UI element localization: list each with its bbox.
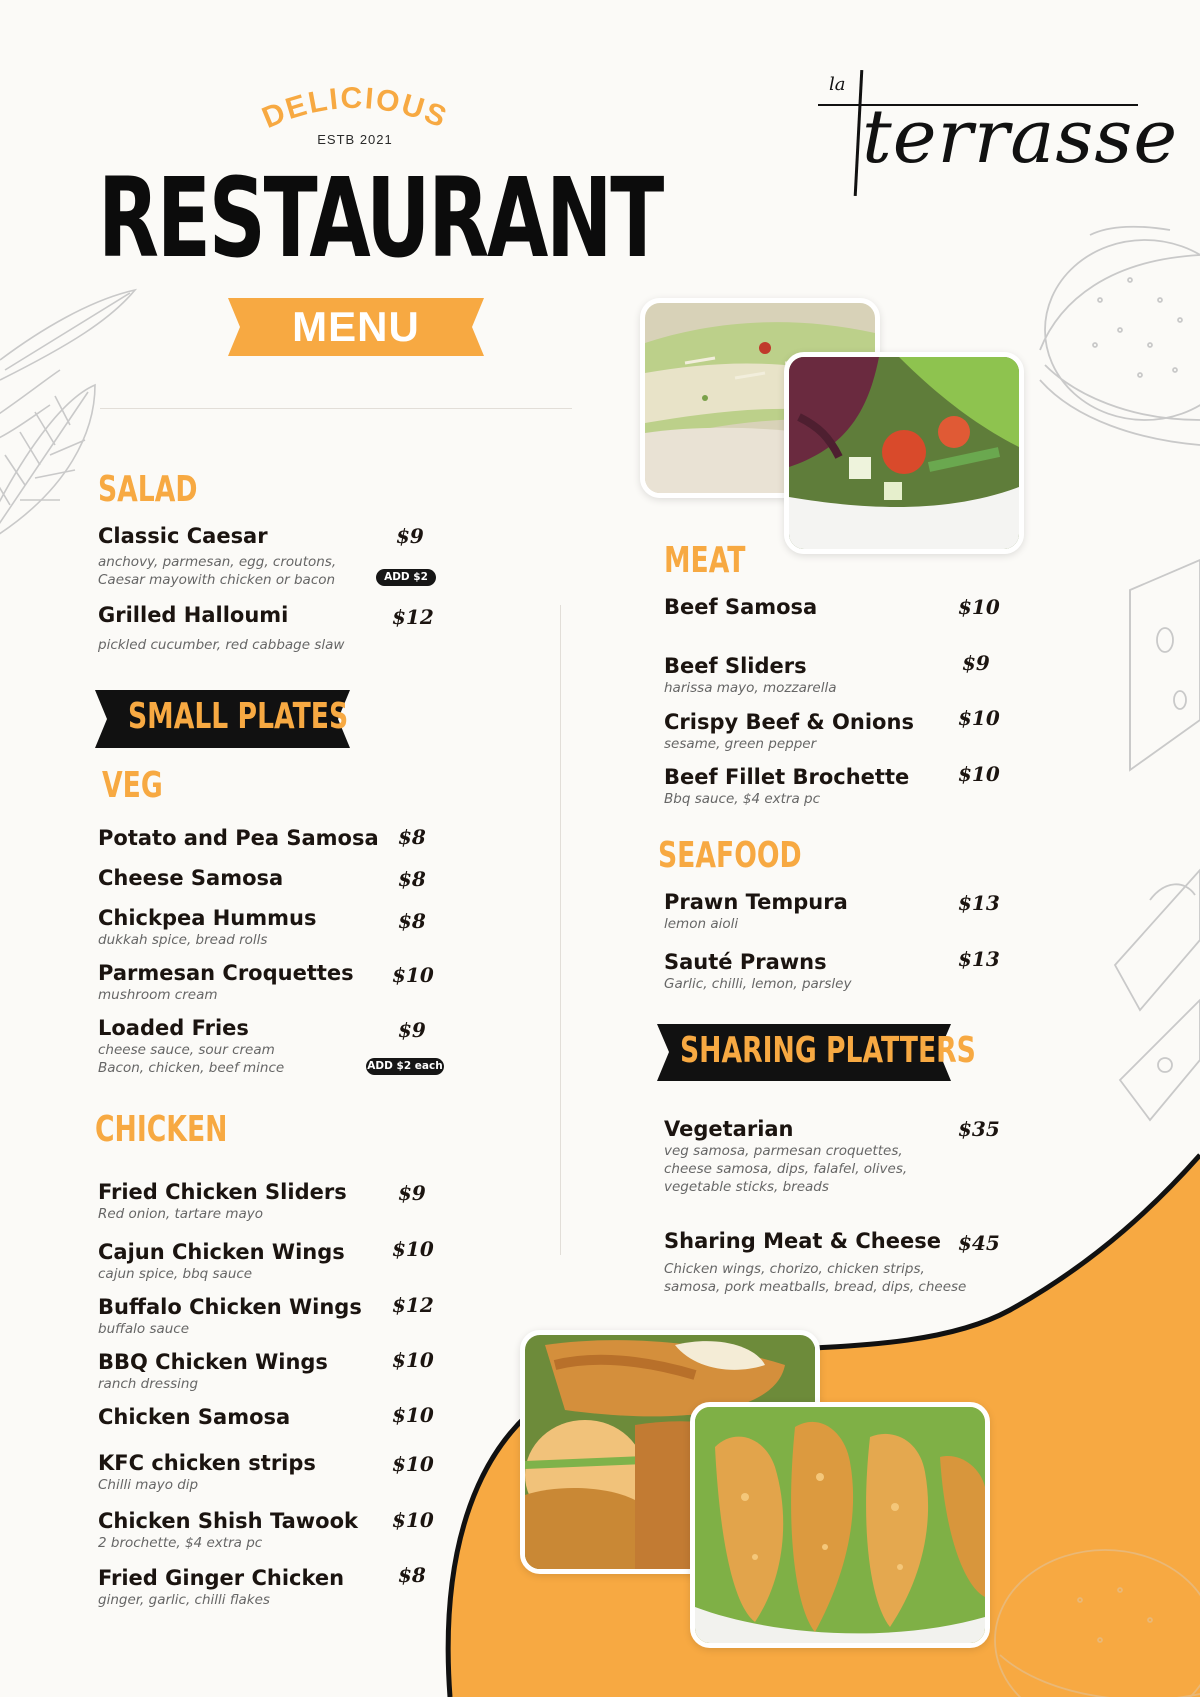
menu-item xyxy=(98,825,379,851)
menu-item xyxy=(98,905,316,949)
menu-item xyxy=(664,653,837,697)
item-name: Loaded Fries xyxy=(98,1016,249,1040)
item-desc: cajun spice, bbq sauce xyxy=(98,1266,253,1282)
menu-item xyxy=(98,1565,344,1609)
menu-item xyxy=(98,1450,316,1494)
item-desc: Chilli mayo dip xyxy=(98,1477,199,1493)
item-name: Beef Sliders xyxy=(664,654,807,678)
item-name: Fried Ginger Chicken xyxy=(98,1566,345,1590)
column-divider xyxy=(560,605,561,1255)
prawn-tempura-photo xyxy=(690,1402,990,1648)
item-name: Sauté Prawns xyxy=(664,950,827,974)
burger-sketch-icon xyxy=(1040,227,1200,445)
item-name: Chicken Shish Tawook xyxy=(98,1509,358,1533)
item-name: Grilled Halloumi xyxy=(98,603,289,627)
section-title-meat: MEAT xyxy=(664,540,746,581)
item-desc: lemon aioli xyxy=(664,916,739,932)
brand-prefix: la xyxy=(829,74,846,95)
section-title-sharing-platters: SHARING PLATTERS xyxy=(680,1030,976,1071)
menu-item xyxy=(98,1239,345,1283)
menu-item xyxy=(98,1294,362,1338)
cheese-sketch-icon xyxy=(1130,560,1200,770)
item-price: $8 xyxy=(398,867,426,891)
item-price: $13 xyxy=(958,891,1000,915)
item-price: $13 xyxy=(958,947,1000,971)
brand-name: terrasse xyxy=(862,94,1179,180)
item-desc: dukkah spice, bread rolls xyxy=(98,932,268,948)
item-desc: anchovy, parmesan, egg, croutons, xyxy=(98,554,337,570)
menu-item xyxy=(98,960,354,1004)
menu-item xyxy=(664,764,909,808)
delicious-arc-text xyxy=(255,78,455,138)
menu-item xyxy=(98,1404,290,1430)
item-desc: Garlic, chilli, lemon, parsley xyxy=(664,976,852,992)
section-title-seafood: SEAFOOD xyxy=(658,835,802,876)
menu-item xyxy=(664,594,817,620)
item-desc: ginger, garlic, chilli flakes xyxy=(98,1592,270,1608)
item-price: $10 xyxy=(392,1403,434,1427)
item-price: $10 xyxy=(392,1508,434,1532)
item-price: $9 xyxy=(398,1018,426,1042)
item-desc: samosa, pork meatballs, bread, dips, cheese xyxy=(664,1279,967,1295)
item-desc: ranch dressing xyxy=(98,1376,199,1392)
item-price: $8 xyxy=(398,909,426,933)
item-price: $35 xyxy=(958,1117,1000,1141)
item-price: $10 xyxy=(392,1348,434,1372)
item-desc: mushroom cream xyxy=(98,987,218,1003)
header-divider xyxy=(100,408,572,409)
section-title-veg: VEG xyxy=(102,765,163,806)
page-title: RESTAURANT xyxy=(98,154,663,282)
add-on-badge: ADD $2 xyxy=(376,569,436,586)
item-desc: Bbq sauce, $4 extra pc xyxy=(664,791,821,807)
item-name: Sharing Meat & Cheese xyxy=(664,1229,941,1253)
item-name: Prawn Tempura xyxy=(664,890,848,914)
item-desc: 2 brochette, $4 extra pc xyxy=(98,1535,263,1551)
item-desc: pickled cucumber, red cabbage slaw xyxy=(98,637,345,653)
item-price: $10 xyxy=(392,1452,434,1476)
established-text: ESTB 2021 xyxy=(317,132,393,147)
item-price: $12 xyxy=(392,605,434,629)
item-price: $45 xyxy=(958,1231,1000,1255)
item-name: Classic Caesar xyxy=(98,524,268,548)
item-name: Beef Samosa xyxy=(664,595,818,619)
menu-item xyxy=(98,602,344,654)
item-price: $8 xyxy=(398,1563,426,1587)
menu-item xyxy=(664,949,851,993)
item-desc: harissa mayo, mozzarella xyxy=(664,680,837,696)
item-price: $10 xyxy=(958,595,1000,619)
item-desc: buffalo sauce xyxy=(98,1321,190,1337)
item-desc: Red onion, tartare mayo xyxy=(98,1206,264,1222)
menu-item xyxy=(664,1116,907,1196)
menu-item xyxy=(98,1015,284,1077)
item-price: $9 xyxy=(398,1181,426,1205)
item-price: $10 xyxy=(958,762,1000,786)
item-desc: cheese samosa, dips, falafel, olives, xyxy=(664,1161,908,1177)
menu-item xyxy=(664,889,848,933)
item-name: Potato and Pea Samosa xyxy=(98,826,379,850)
item-desc: sesame, green pepper xyxy=(664,736,817,752)
item-name: BBQ Chicken Wings xyxy=(98,1350,328,1374)
menu-item xyxy=(98,523,336,589)
item-desc: Chicken wings, chorizo, chicken strips, xyxy=(664,1261,925,1277)
item-desc: veg samosa, parmesan croquettes, xyxy=(664,1143,903,1159)
item-price: $12 xyxy=(392,1293,434,1317)
item-price: $10 xyxy=(958,706,1000,730)
item-name: Chicken Samosa xyxy=(98,1405,291,1429)
menu-item xyxy=(98,865,283,891)
section-title-chicken: CHICKEN xyxy=(95,1109,228,1150)
item-desc: Bacon, chicken, beef mince xyxy=(98,1060,285,1076)
menu-item xyxy=(98,1508,358,1552)
item-price: $10 xyxy=(392,1237,434,1261)
item-name: Buffalo Chicken Wings xyxy=(98,1295,362,1319)
item-name: Parmesan Croquettes xyxy=(98,961,354,985)
item-name: Cajun Chicken Wings xyxy=(98,1240,345,1264)
item-price: $9 xyxy=(962,651,990,675)
item-desc: cheese sauce, sour cream xyxy=(98,1042,275,1058)
item-price: $8 xyxy=(398,825,426,849)
add-on-badge: ADD $2 each xyxy=(366,1058,444,1075)
menu-item xyxy=(98,1179,347,1223)
menu-item xyxy=(664,1228,966,1296)
item-name: Chickpea Hummus xyxy=(98,906,317,930)
menu-item xyxy=(98,1349,328,1393)
tagline-text: DELICIOUS xyxy=(257,81,453,135)
item-desc: Caesar mayowith chicken or bacon xyxy=(98,572,336,588)
item-name: Vegetarian xyxy=(664,1117,794,1141)
menu-item xyxy=(664,709,914,753)
item-name: Beef Fillet Brochette xyxy=(664,765,910,789)
item-desc: vegetable sticks, breads xyxy=(664,1179,829,1195)
svg-text:DELICIOUS xyxy=(257,82,452,135)
item-name: KFC chicken strips xyxy=(98,1451,316,1475)
item-name: Crispy Beef & Onions xyxy=(664,710,914,734)
item-name: Cheese Samosa xyxy=(98,866,284,890)
item-name: Fried Chicken Sliders xyxy=(98,1180,347,1204)
section-title-salad: SALAD xyxy=(98,469,198,510)
cutting-board-sketch-icon xyxy=(1115,870,1200,1120)
section-title-small-plates: SMALL PLATES xyxy=(128,696,349,737)
item-price: $9 xyxy=(396,524,424,548)
menu-subtitle: MENU xyxy=(292,303,420,350)
item-price: $10 xyxy=(392,963,434,987)
green-salad-photo xyxy=(784,352,1024,554)
